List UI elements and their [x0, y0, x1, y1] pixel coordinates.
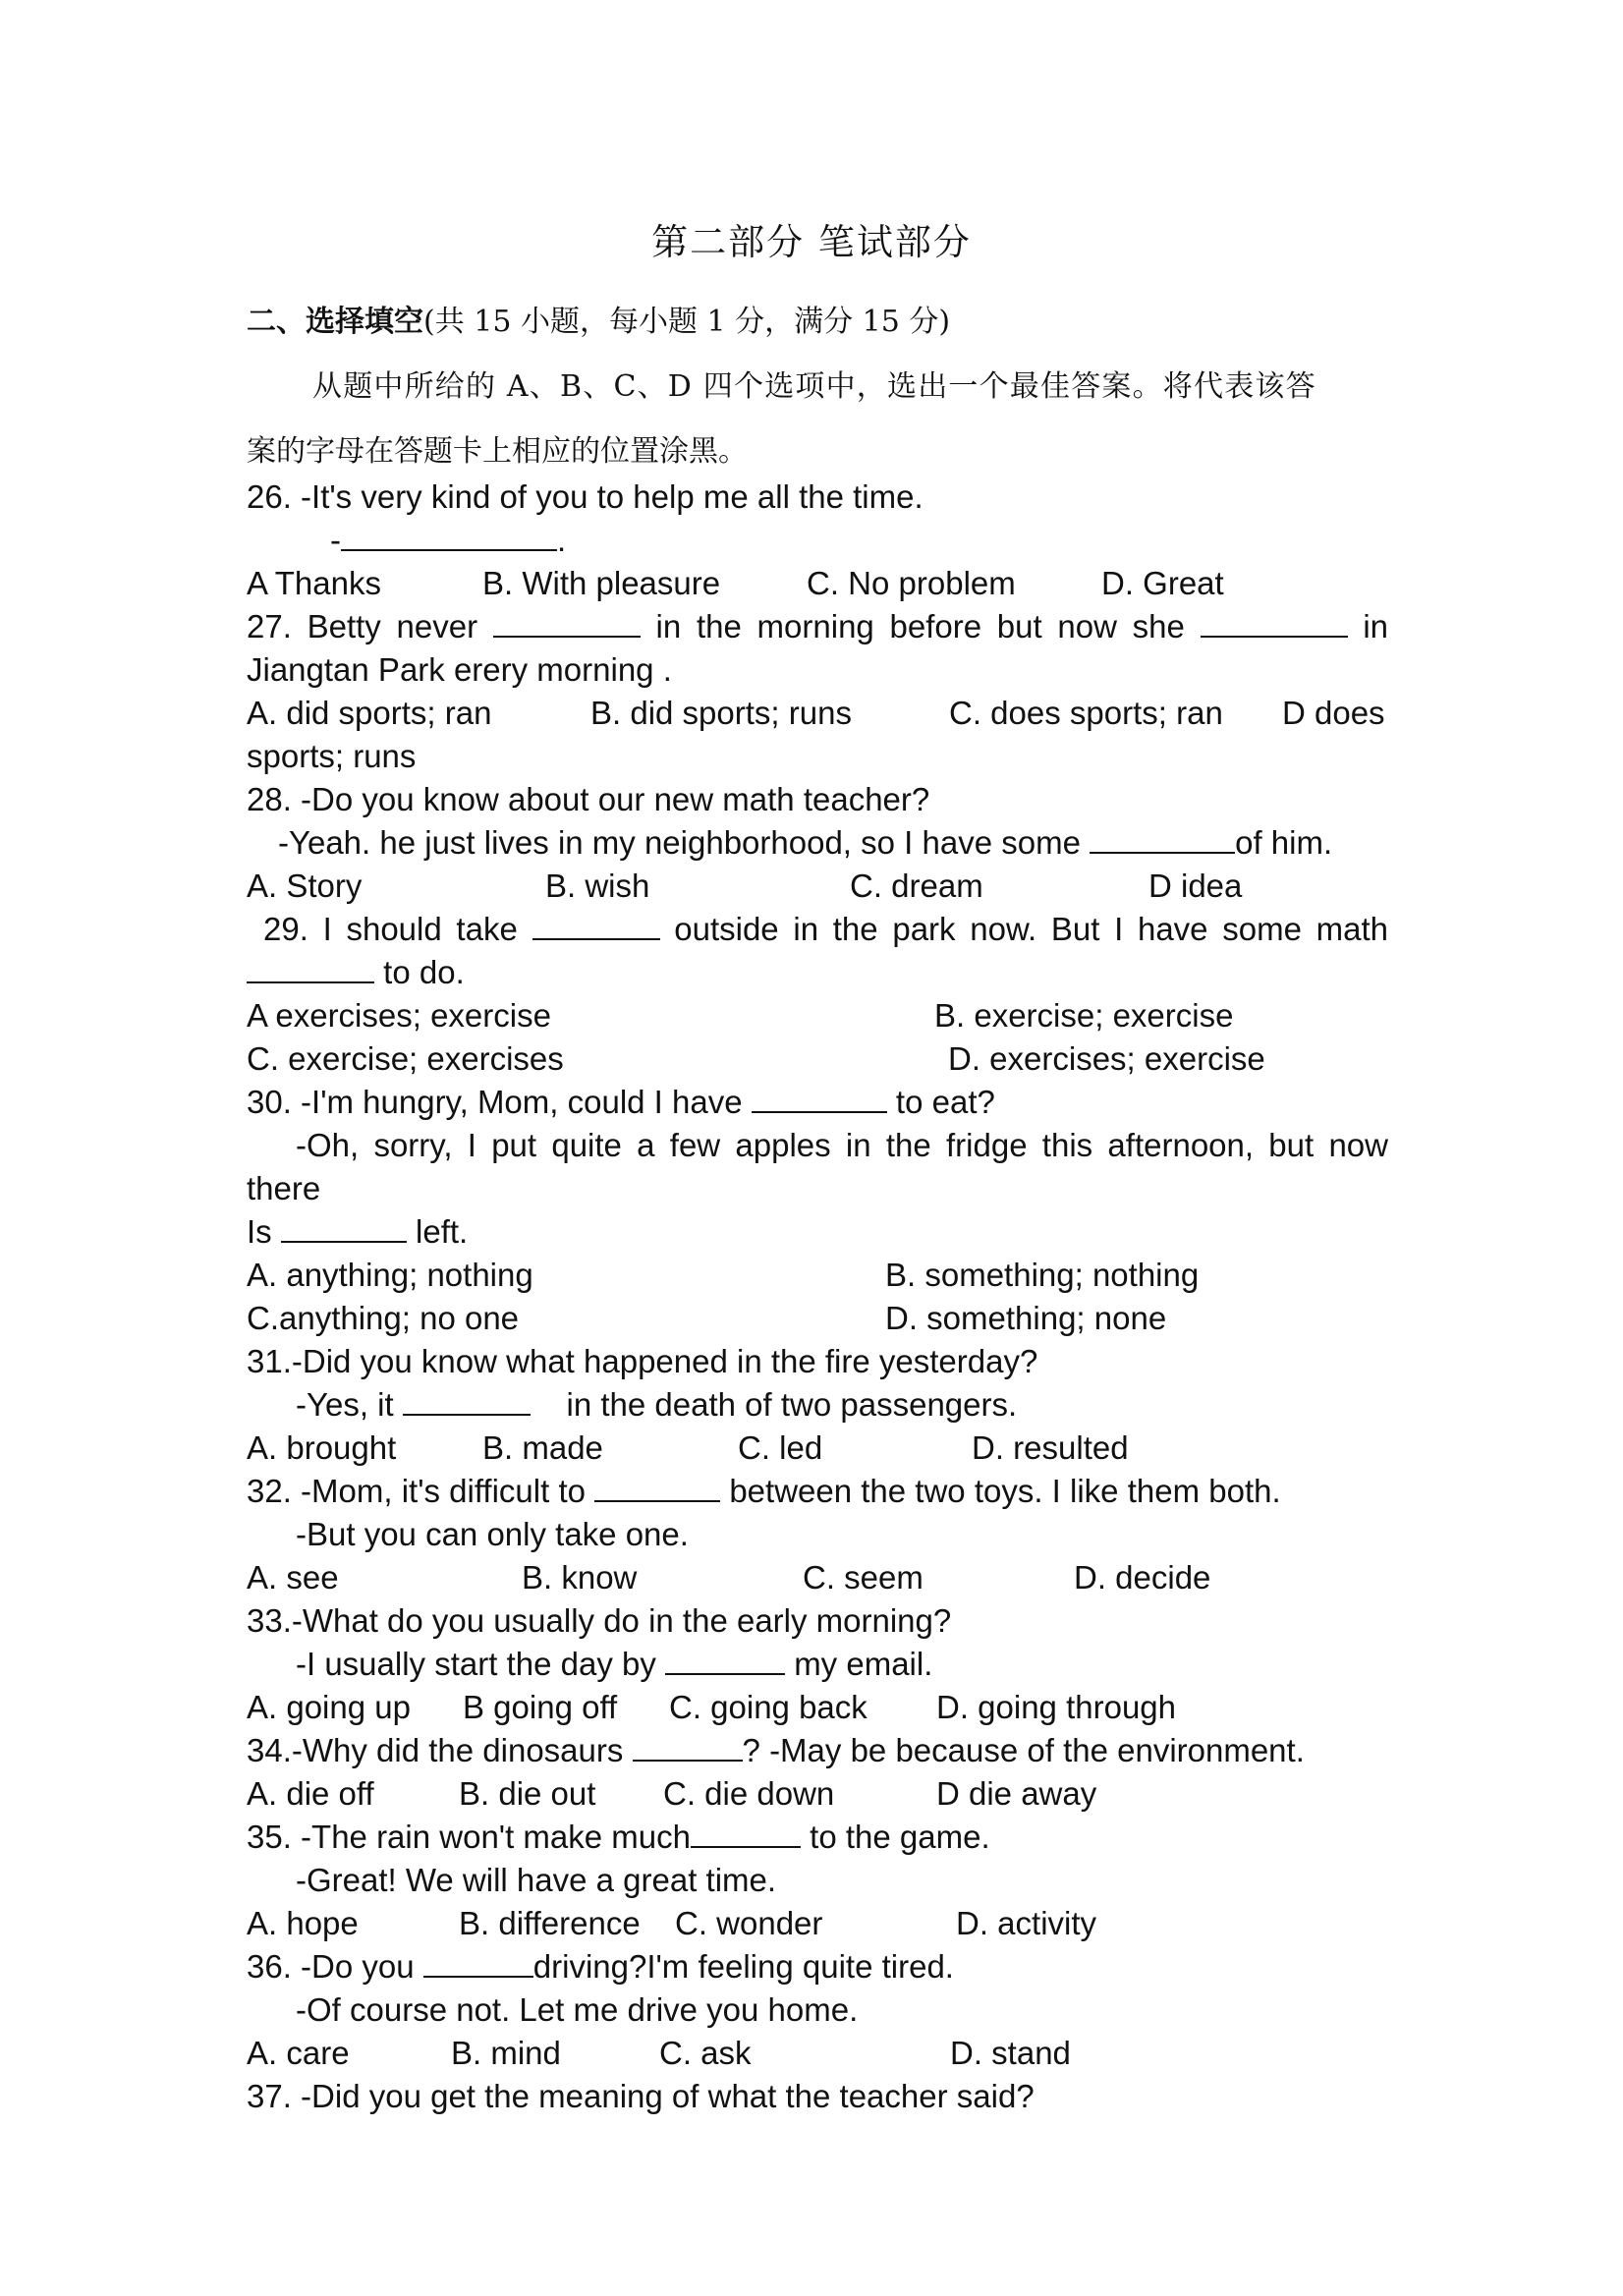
question-35-option-c: C. wonder — [675, 1905, 823, 1941]
question-33-option-a: A. going up — [247, 1689, 411, 1725]
question-35-reply: -Great! We will have a great time. — [296, 1862, 777, 1898]
stem-part: in the death of two passengers. — [566, 1386, 1018, 1423]
stem-part: to the game. — [810, 1819, 990, 1855]
stem-part: in — [1363, 608, 1389, 644]
question-32-option-c: C. seem — [803, 1559, 923, 1596]
answer-blank — [493, 610, 641, 638]
question-32-option-b: B. know — [522, 1559, 638, 1596]
question-33-stem: 33.-What do you usually do in the early morning? — [247, 1602, 952, 1639]
question-30-option-d: D. something; none — [885, 1300, 1167, 1336]
stem-part: -Yes, it — [296, 1386, 394, 1423]
question-26-reply — [330, 521, 566, 560]
question-26-option-a: A Thanks — [247, 565, 381, 601]
question-30-stem — [247, 1083, 995, 1122]
question-27-stem-cont: Jiangtan Park erery morning . — [247, 651, 672, 688]
stem-part: -Yeah. he just lives in my neighborhood, so I have some — [278, 824, 1081, 861]
question-32-reply: -But you can only take one. — [296, 1516, 689, 1552]
question-37-stem: 37. -Did you get the meaning of what the teacher said? — [247, 2078, 1035, 2114]
question-36-option-c: C. ask — [659, 2035, 752, 2071]
section-heading-label: 二、选择填空 — [247, 305, 423, 339]
question-34-option-a: A. die off — [247, 1775, 374, 1812]
stem-part: 36. -Do you — [247, 1948, 415, 1985]
question-29-option-a: A exercises; exercise — [247, 997, 551, 1034]
section-heading-note: (共 15 小题，每小题 1 分，满分 15 分) — [423, 305, 951, 339]
instruction-line-1: 从题中所给的 A、B、C、D 四个选项中，选出一个最佳答案。将代表该答 — [312, 369, 1316, 404]
question-34-option-d: D die away — [936, 1775, 1097, 1812]
question-36-stem — [247, 1947, 954, 1987]
stem-part: to eat? — [895, 1084, 995, 1120]
question-29-stem — [263, 910, 1388, 949]
stem-part: driving?I'm feeling quite tired. — [532, 1948, 954, 1985]
question-27-option-c: C. does sports; ran — [949, 695, 1223, 731]
reply-dash: - — [330, 522, 341, 558]
question-33-reply — [296, 1645, 932, 1684]
answer-blank — [594, 1475, 720, 1502]
stem-part: 30. -I'm hungry, Mom, could I have — [247, 1084, 743, 1120]
stem-part: 29. I should take — [263, 911, 518, 947]
stem-part: 35. -The rain won't make much — [247, 1819, 691, 1855]
question-27-option-d: D does — [1282, 695, 1385, 731]
stem-part: 27. Betty never — [247, 608, 478, 644]
question-30-option-b: B. something; nothing — [885, 1257, 1200, 1293]
question-26-option-d: D. Great — [1101, 565, 1224, 601]
answer-blank — [665, 1648, 785, 1675]
question-27-option-d-cont: sports; runs — [247, 738, 417, 774]
question-36-option-b: B. mind — [451, 2035, 561, 2071]
question-33-option-d: D. going through — [936, 1689, 1177, 1725]
question-29-stem-cont — [247, 953, 465, 992]
question-29-option-b: B. exercise; exercise — [934, 997, 1234, 1034]
question-30-reply-cont: there — [247, 1170, 321, 1206]
answer-blank — [341, 524, 557, 551]
question-34-option-b: B. die out — [459, 1775, 596, 1812]
question-32-option-d: D. decide — [1074, 1559, 1211, 1596]
stem-part: 32. -Mom, it's difficult to — [247, 1473, 586, 1509]
question-36-reply: -Of course not. Let me drive you home. — [296, 1991, 859, 2028]
question-30-reply-cont-2 — [247, 1212, 468, 1252]
question-32-option-a: A. see — [247, 1559, 339, 1596]
question-35-option-a: A. hope — [247, 1905, 359, 1941]
answer-blank — [532, 913, 660, 940]
question-36-option-d: D. stand — [950, 2035, 1071, 2071]
stem-part: outside in the park now. But I have some math — [674, 911, 1389, 947]
question-27-stem — [247, 607, 1388, 646]
stem-part: ? -May be because of the environment. — [742, 1732, 1305, 1768]
question-36-option-a: A. care — [247, 2035, 350, 2071]
question-28-reply — [278, 823, 1332, 863]
answer-blank — [247, 956, 374, 983]
question-30-option-a: A. anything; nothing — [247, 1257, 533, 1293]
question-34-stem — [247, 1731, 1305, 1770]
stem-part: -I usually start the day by — [296, 1646, 656, 1682]
question-29-option-d: D. exercises; exercise — [948, 1040, 1265, 1077]
question-31-reply — [296, 1385, 1017, 1425]
question-31-stem: 31.-Did you know what happened in the fire yesterday? — [247, 1343, 1038, 1379]
answer-blank — [691, 1820, 801, 1848]
section-heading — [247, 297, 950, 340]
stem-part: left. — [416, 1213, 469, 1250]
stem-part: in the morning before but now she — [655, 608, 1185, 644]
question-31-option-c: C. led — [738, 1429, 823, 1466]
question-26-stem: 26. -It's very kind of you to help me all the time. — [247, 478, 923, 515]
stem-part: of him. — [1235, 824, 1333, 861]
question-33-option-c: C. going back — [669, 1689, 867, 1725]
question-26-option-c: C. No problem — [807, 565, 1016, 601]
question-29-option-c: C. exercise; exercises — [247, 1040, 564, 1077]
instruction-line-2: 案的字母在答题卡上相应的位置涂黑。 — [247, 434, 748, 469]
question-28-option-c: C. dream — [850, 868, 983, 904]
answer-blank — [1201, 610, 1348, 638]
question-28-option-d: D idea — [1148, 868, 1243, 904]
question-31-option-b: B. made — [482, 1429, 603, 1466]
question-35-stem — [247, 1818, 990, 1857]
stem-part: to do. — [383, 954, 465, 990]
question-28-stem: 28. -Do you know about our new math teacher? — [247, 781, 930, 817]
question-34-option-c: C. die down — [663, 1775, 835, 1812]
question-32-stem — [247, 1472, 1281, 1511]
question-35-option-b: B. difference — [459, 1905, 641, 1941]
question-28-option-b: B. wish — [545, 868, 650, 904]
answer-blank — [281, 1215, 407, 1243]
stem-part: 34.-Why did the dinosaurs — [247, 1732, 624, 1768]
question-35-option-d: D. activity — [956, 1905, 1097, 1941]
question-28-option-a: A. Story — [247, 868, 363, 904]
answer-blank — [633, 1734, 743, 1762]
question-27-option-b: B. did sports; runs — [590, 695, 852, 731]
answer-blank — [1090, 826, 1235, 854]
question-33-option-b: B going off — [463, 1689, 618, 1725]
page-title: 第二部分 笔试部分 — [651, 221, 972, 263]
answer-blank — [423, 1950, 533, 1978]
stem-part: between the two toys. I like them both. — [729, 1473, 1281, 1509]
question-27-option-a: A. did sports; ran — [247, 695, 492, 731]
question-30-reply: -Oh, sorry, I put quite a few apples in the fridge this afternoon, but now — [296, 1127, 1388, 1163]
answer-blank — [403, 1388, 531, 1416]
stem-part: my email. — [794, 1646, 933, 1682]
question-31-option-a: A. brought — [247, 1429, 397, 1466]
question-26-option-b: B. With pleasure — [482, 565, 721, 601]
answer-blank — [752, 1086, 887, 1113]
stem-part: Is — [247, 1213, 272, 1250]
reply-period: . — [557, 522, 567, 558]
question-30-option-c: C.anything; no one — [247, 1300, 520, 1336]
question-31-option-d: D. resulted — [972, 1429, 1129, 1466]
